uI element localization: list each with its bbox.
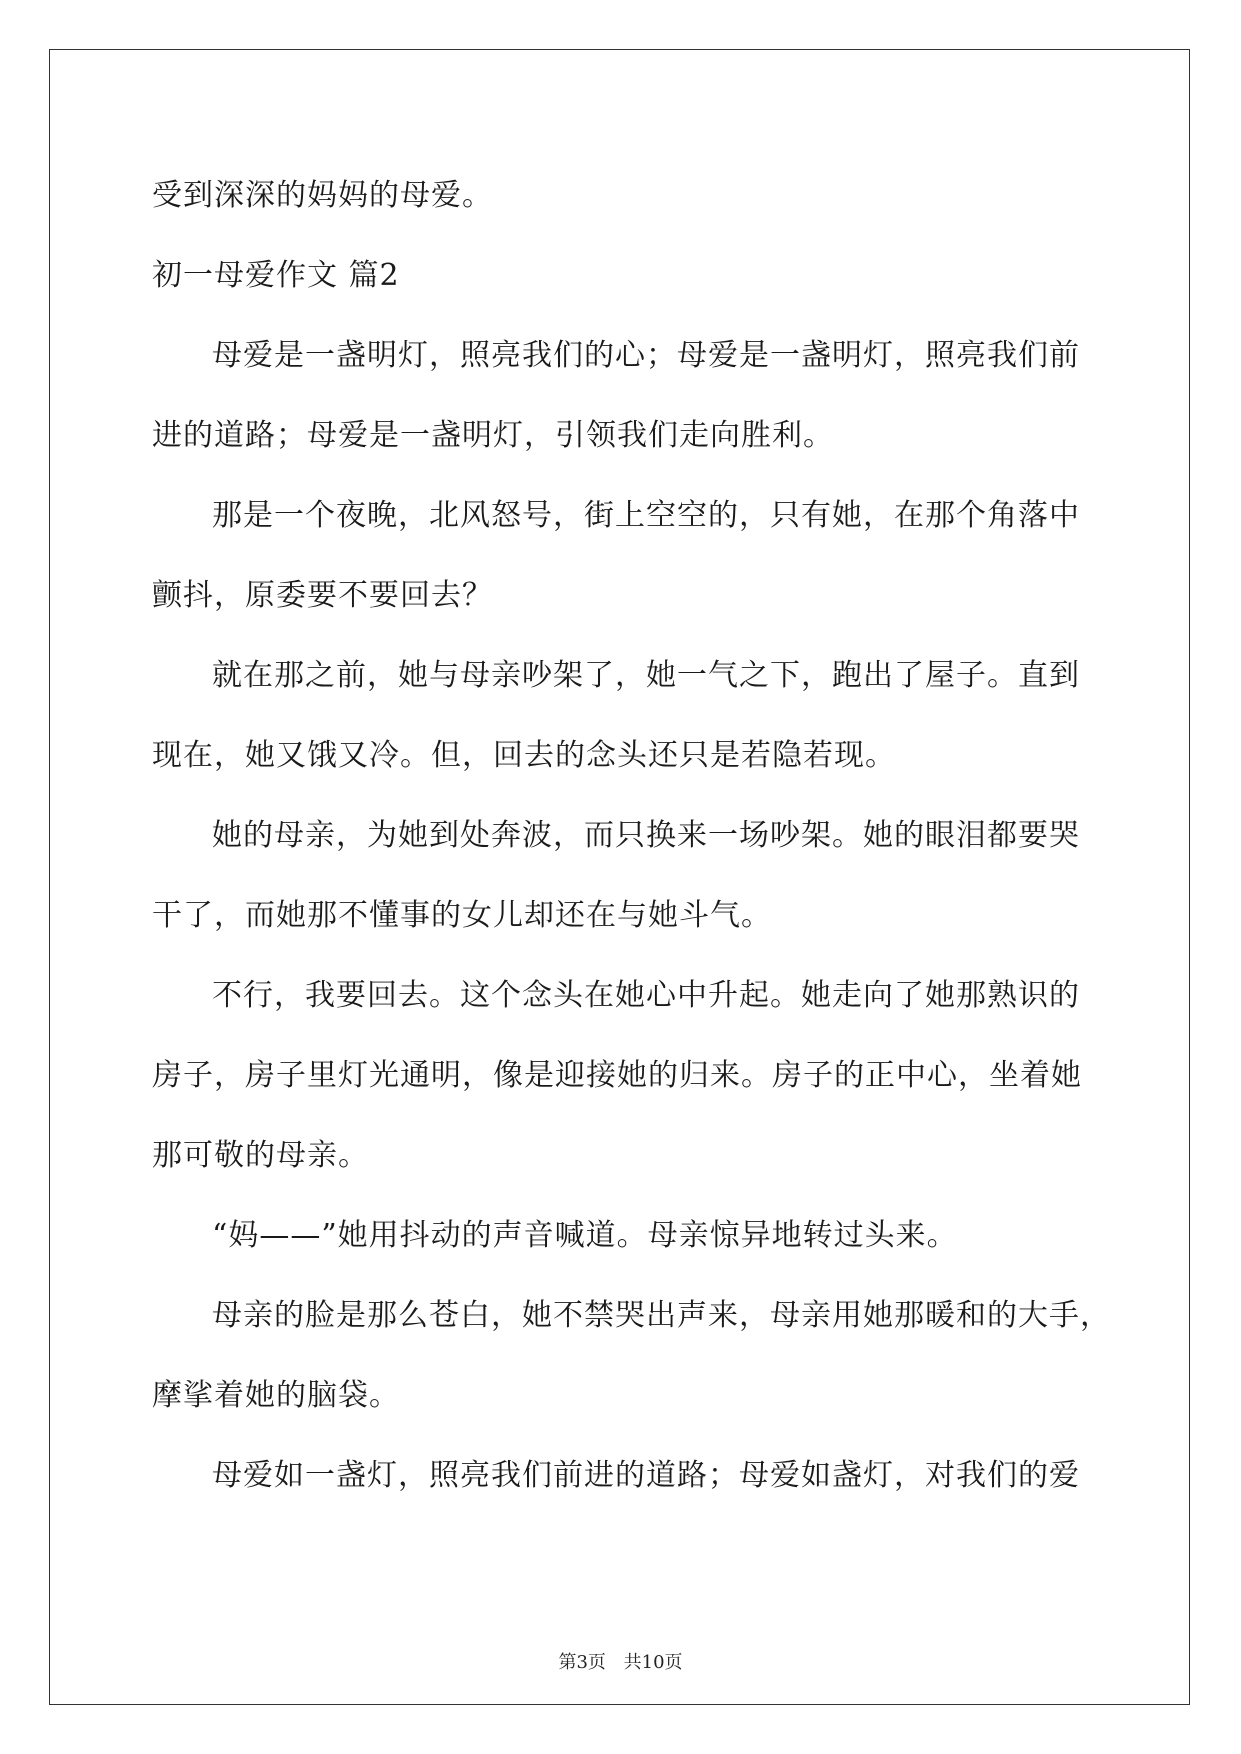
paragraph-line: 房子，房子里灯光通明，像是迎接她的归来。房子的正中心，坐着她 — [152, 1058, 1082, 1093]
paragraph-line: 不行，我要回去。这个念头在她心中升起。她走向了她那熟识的 — [212, 978, 1080, 1013]
paragraph-line: “妈——”她用抖动的声音喊道。母亲惊异地转过头来。 — [212, 1218, 958, 1253]
paragraph-line: 颤抖，原委要不要回去？ — [152, 578, 493, 613]
paragraph-line: 摩挲着她的脑袋。 — [152, 1378, 400, 1413]
page-footer — [0, 1651, 1241, 1675]
paragraph-line: 母亲的脸是那么苍白，她不禁哭出声来，母亲用她那暖和的大手， — [212, 1298, 1111, 1333]
paragraph-line: 母爱如一盏灯，照亮我们前进的道路；母爱如盏灯，对我们的爱 — [212, 1458, 1080, 1493]
paragraph-line: 干了，而她那不懂事的女儿却还在与她斗气。 — [152, 898, 772, 933]
text-line: 受到深深的妈妈的母爱。 — [152, 178, 493, 213]
paragraph-line: 现在，她又饿又冷。但，回去的念头还只是若隐若现。 — [152, 738, 896, 773]
paragraph-line: 那是一个夜晚，北风怒号，街上空空的，只有她，在那个角落中 — [212, 498, 1080, 533]
paragraph-line: 那可敬的母亲。 — [152, 1138, 369, 1173]
paragraph-line: 就在那之前，她与母亲吵架了，她一气之下，跑出了屋子。直到 — [212, 658, 1080, 693]
section-heading: 初一母爱作文 篇2 — [152, 258, 400, 293]
paragraph-line: 她的母亲，为她到处奔波，而只换来一场吵架。她的眼泪都要哭 — [212, 818, 1080, 853]
paragraph-line: 母爱是一盏明灯，照亮我们的心；母爱是一盏明灯，照亮我们前 — [212, 338, 1080, 373]
page-number: 第3页 — [558, 1652, 606, 1673]
paragraph-line: 进的道路；母爱是一盏明灯，引领我们走向胜利。 — [152, 418, 834, 453]
page-total: 共10页 — [623, 1652, 683, 1673]
